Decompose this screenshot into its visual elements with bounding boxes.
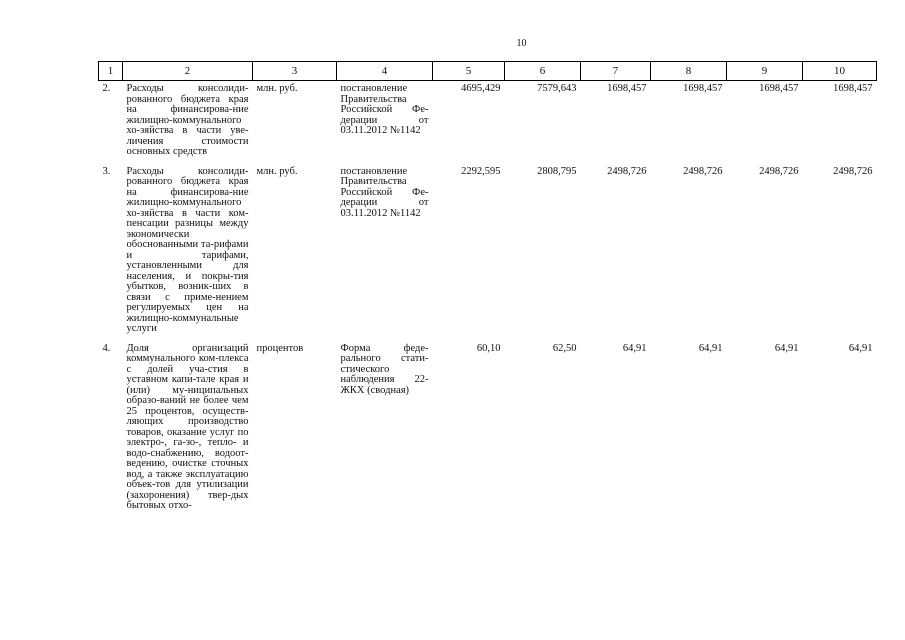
value-cell: 64,91 <box>622 342 647 354</box>
value-cell: 7579,643 <box>537 83 577 94</box>
value-cell: 4695,429 <box>461 83 501 94</box>
value-cell: 62,50 <box>552 342 577 354</box>
table-row <box>99 341 877 518</box>
indicator-description: Расходы консолиди-рованного бюджета края на финансирова-ние жилищно-коммунального хо-зяйства в части уве-личения стоимости основных средств <box>126 83 249 157</box>
row-number: 4. <box>102 342 111 354</box>
value-cell: 2498,726 <box>607 165 647 177</box>
header-cell: 10 <box>803 62 877 81</box>
value-cell: 2808,795 <box>537 165 577 177</box>
header-cell: 1 <box>99 62 123 81</box>
source-cell: постановление Правительства Российской Фе-дерации от 03.11.2012 №1142 <box>340 165 429 219</box>
header-cell: 4 <box>337 62 433 81</box>
header-cell: 3 <box>253 62 337 81</box>
indicator-description: Доля организаций коммунального ком-плекса с долей уча-стия в уставном капи-тале края и (или) му-ниципальных образо-ваний не более чем 25 процентов, осуществ-ляющих производство товаров, оказание услуг по электро-, га-зо-, тепло- и водо-снабжению, водоот-ведению, очистке сточных вод, а также эксплуатацию объек-тов для утилизации (захоронения) твер-дых бытовых отхо- <box>126 342 249 511</box>
header-cell: 2 <box>123 62 253 81</box>
unit-cell: млн. руб. <box>256 83 298 94</box>
value-cell: 1698,457 <box>607 83 647 94</box>
table-row <box>99 81 877 164</box>
indicator-description: Расходы консолиди-рованного бюджета края на финансирова-ние жилищно-коммунального хо-зяйства в части ком-пенсации разницы между экономически обоснованными та-рифами и тарифами, установленными для населения, и покры-тия убытков, возник-ших в связи с приме-нением регулируемых цен на жилищно-коммунальные услуги <box>126 165 249 334</box>
unit-cell: млн. руб. <box>256 165 298 177</box>
value-cell: 64,91 <box>698 342 723 354</box>
header-cell: 5 <box>433 62 505 81</box>
row-number: 2. <box>102 83 111 94</box>
header-row <box>99 62 877 81</box>
page-number: 10 <box>516 38 527 49</box>
header-cell: 9 <box>727 62 803 81</box>
indicator-table <box>98 61 877 518</box>
row-number: 3. <box>102 165 111 177</box>
value-cell: 64,91 <box>848 342 873 354</box>
table-row <box>99 164 877 341</box>
value-cell: 2498,726 <box>683 165 723 177</box>
value-cell: 64,91 <box>774 342 799 354</box>
value-cell: 1698,457 <box>759 83 799 94</box>
value-cell: 1698,457 <box>833 83 873 94</box>
source-cell: Форма феде-рального стати-стического наблюдения 22-ЖКХ (сводная) <box>340 342 429 396</box>
value-cell: 2498,726 <box>833 165 873 177</box>
value-cell: 1698,457 <box>683 83 723 94</box>
header-cell: 8 <box>651 62 727 81</box>
source-cell: постановление Правительства Российской Фе-дерации от 03.11.2012 №1142 <box>340 83 429 136</box>
header-cell: 7 <box>581 62 651 81</box>
header-cell: 6 <box>505 62 581 81</box>
value-cell: 60,10 <box>476 342 501 354</box>
value-cell: 2292,595 <box>461 165 501 177</box>
unit-cell: процентов <box>256 342 304 354</box>
value-cell: 2498,726 <box>759 165 799 177</box>
